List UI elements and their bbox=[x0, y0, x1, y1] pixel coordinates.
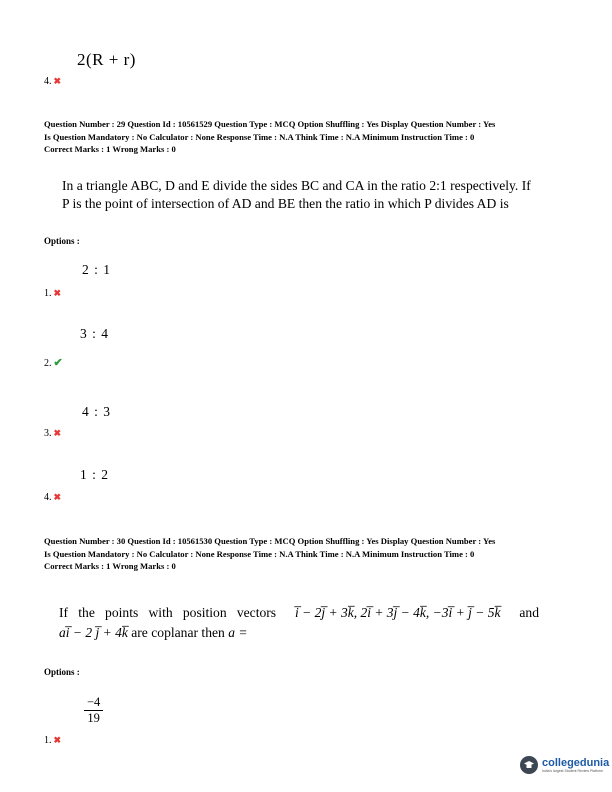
q29-question-text bbox=[62, 177, 531, 213]
logo-tagline: India's largest Student Review Platform bbox=[542, 768, 603, 773]
q29-options-label: Options : bbox=[44, 236, 80, 246]
prev-option-number[interactable] bbox=[44, 76, 61, 87]
q30-vectors: i̅ − 2j̅ + 3k̅, 2i̅ + 3j̅ − 4k̅, −3i̅ + j̅ − 5k̅ bbox=[294, 605, 501, 620]
check-icon: ✔ bbox=[53, 357, 63, 369]
cross-icon: ✖ bbox=[53, 735, 62, 745]
fraction-numerator: −4 bbox=[84, 695, 103, 711]
q29-text-line-1: In a triangle ABC, D and E divide the sides BC and CA in the ratio 2:1 respectively. If bbox=[62, 178, 531, 193]
graduate-cap-icon bbox=[520, 756, 538, 774]
prev-option-formula: 2(R + r) bbox=[77, 50, 136, 69]
q30-meta bbox=[44, 535, 495, 573]
q29-text-line-2: P is the point of intersection of AD and BE then the ratio in which P divides AD is bbox=[62, 196, 509, 211]
q30-option-1-value bbox=[84, 695, 103, 726]
option-number-label: 1. bbox=[44, 735, 52, 746]
option-number-label: 4. bbox=[44, 492, 52, 503]
q29-meta-line-1: Question Number : 29 Question Id : 10561529 Question Type : MCQ Option Shuffling : Yes Display Question Number : Yes bbox=[44, 119, 496, 129]
option-number-label: 3. bbox=[44, 428, 52, 439]
q30-question-text bbox=[59, 604, 539, 642]
q29-meta-line-3: Correct Marks : 1 Wrong Marks : 0 bbox=[44, 144, 176, 154]
q30-text-and: and bbox=[519, 605, 539, 620]
q30-text-line-1 bbox=[59, 604, 539, 622]
q30-text-line-2 bbox=[59, 624, 539, 642]
q30-meta-line-1: Question Number : 30 Question Id : 10561530 Question Type : MCQ Option Shuffling : Yes Display Question Number : Yes bbox=[44, 536, 496, 546]
q29-option-3[interactable] bbox=[44, 428, 61, 439]
q29-option-4-value: 1 : 2 bbox=[80, 467, 110, 482]
q29-option-4[interactable] bbox=[44, 492, 61, 503]
logo-text bbox=[542, 757, 609, 774]
cross-icon: ✖ bbox=[53, 428, 62, 438]
q30-vector-a: ai̅ − 2 j̅ + 4k̅ bbox=[59, 625, 128, 640]
fraction-denominator: 19 bbox=[87, 711, 100, 725]
q30-option-1[interactable] bbox=[44, 735, 61, 746]
option-number-label: 4. bbox=[44, 76, 52, 87]
logo-name: collegedunia bbox=[542, 756, 610, 769]
collegedunia-logo bbox=[520, 756, 609, 774]
q30-meta-line-2: Is Question Mandatory : No Calculator : None Response Time : N.A Think Time : N.A Minimum Instruction Time : 0 bbox=[44, 548, 475, 559]
q30-meta-line-3: Correct Marks : 1 Wrong Marks : 0 bbox=[44, 561, 176, 571]
q29-meta-line-2: Is Question Mandatory : No Calculator : None Response Time : N.A Think Time : N.A Minimum Instruction Time : 0 bbox=[44, 131, 475, 142]
q29-option-1[interactable] bbox=[44, 288, 61, 299]
q29-option-3-value: 4 : 3 bbox=[82, 404, 112, 419]
q30-var-a: a = bbox=[228, 625, 248, 640]
cross-icon: ✖ bbox=[53, 76, 62, 86]
q30-text-suffix: are coplanar then bbox=[131, 625, 225, 640]
q29-meta bbox=[44, 118, 495, 156]
q29-option-2-value: 3 : 4 bbox=[80, 326, 110, 341]
q29-option-1-value: 2 : 1 bbox=[82, 262, 112, 277]
q30-text-prefix: If the points with position vectors bbox=[59, 605, 277, 620]
cross-icon: ✖ bbox=[53, 492, 62, 502]
option-number-label: 1. bbox=[44, 288, 52, 299]
q30-options-label: Options : bbox=[44, 667, 80, 677]
cross-icon: ✖ bbox=[53, 288, 62, 298]
option-number-label: 2. bbox=[44, 358, 52, 369]
q29-option-2[interactable] bbox=[44, 356, 63, 369]
